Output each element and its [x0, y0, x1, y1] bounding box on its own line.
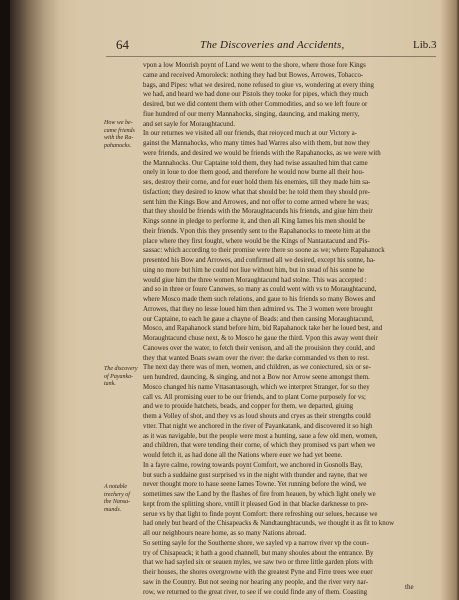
text-line: the Mannahocks. Our Captaine told them, they had twise assaulted him that came [143, 159, 368, 167]
text-line: and children, that were tending their corne, of which they promised vs part when we [143, 442, 376, 450]
margin-note-line: The discovery [104, 366, 138, 372]
text-line: gainst the Mannahocks, who many times had Warres also with them, but now they [143, 140, 370, 147]
text-line: kept from the splitting shore, vntill it pleased God in that blacke darknesse to pre- [143, 500, 369, 508]
text-line: uen hundred, dauncing, & singing, and not a Bow nor Arrow seene amongst them. [143, 374, 370, 381]
text-line: So setting sayle for the Southerne shore, we sayled vp a narrow river vp the coun- [143, 539, 369, 547]
text-line: and set sayle for Moraughtacund. [143, 120, 236, 128]
text-line: our Captaine, to each he gaue a chayne of Beads: and then causing Moraughtacund, [143, 315, 374, 323]
margin-note-line: came friends [104, 127, 135, 134]
text-line: Arrowes, that they no lesse loued him then admired vs. The 3 women were brought [143, 305, 373, 313]
book-spine-edge [0, 0, 10, 600]
text-line: ses, destroy their corne, and for euer hold them his enemies, till they made him sa- [143, 179, 371, 186]
text-line: sent him the Kings Bow and Arrowes, and not offer to come armed where he was; [143, 198, 370, 206]
text-line: In our returnes we visited all our friends, that reioyced much at our Victory a- [143, 130, 357, 138]
margin-note-line: with the Ra- [104, 135, 134, 141]
text-line: as it was navigable, but the people were most a hunting, saue a few old men, women, [143, 432, 378, 440]
text-line: them a Volley of shot, and they vs as loud shouts and cryes as their strengths could [143, 413, 371, 420]
text-line: Canowes over the water, to fetch their venison, and all the prouision they could, and [143, 344, 375, 352]
margin-note-line: A notable [104, 484, 128, 490]
text-line: but such a suddaine gust surprised vs in the night with thunder and rayne, that we [143, 471, 368, 479]
text-line: Moraughtacund chuse next, & to Mosco he gaue the third. Vpon this away went their [143, 335, 378, 342]
text-line: we had, and heard we had done our Pistols they tooke for pipes, which they much [143, 91, 369, 99]
text-line: vpon a low Moorish poynt of Land we went to the shore, where those fore Kings [143, 62, 366, 69]
text-line: they that wanted Boats swam over the river: the darke commanded vs then to rest. [143, 354, 369, 362]
catchword: the [405, 583, 414, 591]
text-line: The next day there was of men, women, and children, as we coniectured, six or se- [143, 364, 371, 372]
text-line: would fetch it, as had done all the Nations where euer we had yet beene. [143, 452, 343, 459]
margin-note-line: pahanocks. [104, 142, 132, 149]
margin-note-payankatank [104, 366, 142, 389]
text-line: would giue him the three women Moraughtacund had stolne. This was accepted : [143, 276, 367, 284]
text-line: onely in loue to doe them good, and therefore he would now burne all their hou- [143, 169, 365, 177]
text-line: their houses, the shores overgrowne with the greatest Pyne and Firre trees wee euer [143, 569, 373, 576]
margin-note-line: How we be- [104, 120, 133, 126]
text-line: had onely but heard of the Chisapeacks & Nandtaunghtacunds, we thought it as fit to know [143, 520, 395, 528]
running-title: The Discoveries and Accidents, [200, 39, 345, 51]
text-line: presented his Bow and Arrowes, and confirmed all we desired, except his sonne, ha- [143, 257, 376, 264]
page-number: 64 [116, 37, 129, 52]
text-line: place where they first fought, where would be the Kings of Nantautacund and Pis- [143, 237, 370, 245]
text-line: bags, and Pipes: what we desired, none refused to giue vs, wondering at every thing [143, 81, 374, 89]
body-text [143, 61, 443, 597]
text-line: their friends. Vpon this they presently sent to the Rapahanocks to meete him at the [143, 227, 371, 235]
text-line: Mosco changed his name Vttasantasough, which we interpret Stranger, for so they [143, 383, 370, 391]
text-line: Mosco, and Rapahanock stand before him, bid Rapahanock take her he loued best, and [143, 325, 383, 333]
text-line: tisfaction; they desired to know what that should be: he told them they should pre- [143, 188, 370, 196]
margin-note-line: munds. [104, 506, 122, 513]
margin-note-line: tank. [104, 381, 116, 387]
text-line: that we had sayled six or seauen myles, we saw two or three little garden plots with [143, 559, 373, 567]
text-line: try of Chisapeack; it hath a good channell, but many shoules about the entrance. By [143, 549, 374, 557]
text-line: and we to prouide hatchets, beads, and copper for them, we departed, giuing [143, 403, 354, 411]
chapter-label: Lib.3 [413, 39, 437, 51]
text-line: saw in the Country. But not seeing nor hearing any people, and the river very nar- [143, 578, 369, 586]
margin-note-trechery [104, 484, 142, 514]
text-line: vtter. That night we anchored in the river of Payankatank, and discovered it so high [143, 422, 373, 430]
text-line: desired, but we did content them with other Commodities, and so we left foure or [143, 101, 368, 108]
text-line: were friends, and desired we would be friends with the Rapahanocks, as we were with [143, 149, 381, 157]
text-line: row, we returned to the great river, to see if we could finde any of them. Coasting [143, 588, 368, 596]
text-line: where Mosco made them such relations, and gaue to his friends so many Bowes and [143, 296, 376, 303]
text-line: sometimes saw the Land by the flashes of fire from heauen, by which light onely we [143, 491, 376, 498]
text-line: In a fayre calme, rowing towards poynt Comfort, we anchored in Gosnolls Bay, [143, 461, 363, 469]
header-rule [106, 56, 436, 57]
text-line: sassac: which according to their promise were there so soone as we; where Rapahanock [143, 247, 385, 255]
text-line: and so in three or foure Canowes, so many as could went with vs to Moraughtacund, [143, 286, 377, 294]
text-line: Kings sonne in pledge to performe it, and then all King Iames his men should be [143, 218, 365, 225]
text-line: call vs. All promising euer to be our friends, and to plant Corne purposely for vs; [143, 393, 366, 401]
text-line: that they should be friends with the Moraughtacunds his friends, and giue him their [143, 208, 373, 216]
text-line: all our neighbours neare home, as so many Nations abroad. [143, 530, 307, 537]
margin-note-line: the Nansa- [104, 499, 131, 505]
text-line: uing no more but him he could not liue without him, but in stead of his sonne he [143, 266, 365, 274]
text-line: came and received Amoroleck: nothing they had but Bowes, Arrowes, Tobacco- [143, 71, 364, 79]
text-line: fiue hundred of our merry Mannahocks, singing, dauncing, and making merry, [143, 110, 360, 118]
text-line: serue vs by that light to finde poynt Comfort: there refreshing our selues, because we [143, 510, 378, 518]
margin-note-line: of Payanka- [104, 373, 134, 380]
text-line: never thought more to haue seene Iames Towne. Yet running before the wind, we [143, 481, 367, 489]
margin-note-line: trechery of [104, 491, 130, 498]
margin-note-friends [104, 120, 142, 150]
